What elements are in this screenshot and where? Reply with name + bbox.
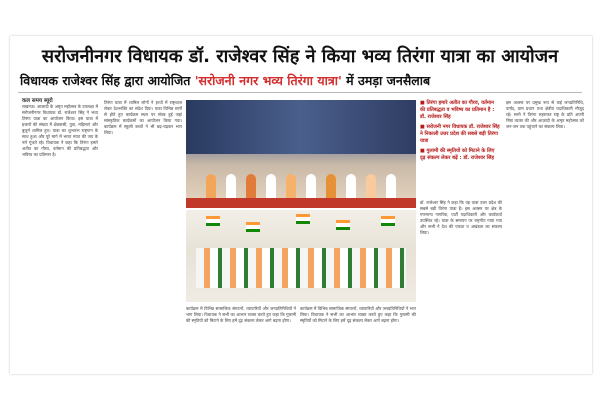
article-column-5 — [506, 100, 584, 366]
highlight-quote-3: ■ गुलामी की स्मृतियों को मिटाने के लिए दृढ़ संकल्प लेकर बढ़ें : डॉ. राजेश्वर सिंह — [420, 148, 495, 161]
article-column-4 — [420, 200, 502, 366]
column-3-text: कार्यक्रम में विभिन्न सामाजिक संगठनों, व्यापारियों और जनप्रतिनिधियों ने भाग लिया। विधायक ने सभी का आभार व्यक्त करते हुए कहा कि गुलामी की स्मृतियों को मिटाने के लिए हमें दृढ़ संकल्प लेकर आगे बढ़ना होगा। — [186, 306, 296, 323]
column-2-text: तिरंगा यात्रा में शामिल लोगों ने हाथों में राष्ट्रध्वज लेकर देशभक्ति का संदेश दिया। यात्रा विभिन्न मार्गों से होते हुए कार्यक्रम स्थल पर संपन्न हुई जहां सांस्कृतिक कार्यक्रमों का आयोजन किया गया। कार्यक्रम में स्कूली बच्चों ने भी बढ़-चढ़कर भाग लिया। — [104, 100, 182, 135]
column-1-text: लखनऊ। आज़ादी के अमृत महोत्सव के उपलक्ष्य में सरोजनीनगर विधायक डॉ. राजेश्वर सिंह ने भव्य तिरंगा यात्रा का आयोजन किया। इस यात्रा में हजारों की संख्या में क्षेत्रवासी, युवा, महिलाएं और बुजुर्ग शामिल हुए। यात्रा का शुभारंभ राष्ट्रगान के साथ हुआ और पूरे मार्ग में भारत माता की जय के नारे गूंजते रहे। विधायक ने कहा कि तिरंगा हमारे अतीत का गौरव, वर्तमान की प्रतिबद्धता और भविष्य का प्रतिमान है। — [22, 104, 98, 157]
article-column-3b — [300, 306, 416, 366]
byline: कल समय ब्यूरो — [22, 98, 53, 104]
highlight-quote-2: ■ सरोजनी नगर विधायक डॉ. राजेश्वर सिंह ने निकाली उत्तर प्रदेश की सबसे बड़ी तिरंगा यात्रा — [420, 124, 500, 144]
tiranga-yatra-photo — [186, 210, 416, 302]
highlights-box — [420, 100, 500, 165]
column-3b-text: कार्यक्रम में विभिन्न सामाजिक संगठनों, व्यापारियों और जनप्रतिनिधियों ने भाग लिया। विधायक ने सभी का आभार व्यक्त करते हुए कहा कि गुलामी की स्मृतियों को मिटाने के लिए हमें दृढ़ संकल्प लेकर आगे बढ़ना होगा। — [300, 306, 416, 323]
highlight-quote-1: ■ तिरंगा हमारे अतीत का गौरव, वर्तमान की प्रतिबद्धता व भविष्य का प्रतिमान है : डॉ. राजेश्वर सिंह — [420, 100, 495, 120]
column-4-text: डॉ. राजेश्वर सिंह ने कहा कि यह यात्रा उत्तर प्रदेश की सबसे बड़ी तिरंगा यात्रा है। इस अवसर पर क्षेत्र के गणमान्य नागरिक, पार्टी पदाधिकारी और कार्यकर्ता उपस्थित रहे। यात्रा के समापन पर राष्ट्रगीत गाया गया और सभी ने देश की एकता व अखंडता का संकल्प लिया। — [420, 200, 502, 235]
article-column-3 — [186, 306, 296, 366]
subhead-highlight: 'सरोजनी नगर भव्य तिरंगा यात्रा' — [194, 73, 342, 88]
divider — [18, 92, 582, 93]
subhead-prefix: विधायक राजेश्वर सिंह द्वारा आयोजित — [20, 73, 195, 88]
column-5-text: इस अवसर पर प्रमुख रूप से कई जनप्रतिनिधि, पार्षद, ग्राम प्रधान तथा क्षेत्रीय पदाधिकारी मौजूद रहे। सभी ने तिरंगा लहराकर राष्ट्र के प्रति अपनी निष्ठा व्यक्त की और आज़ादी के अमृत महोत्सव को जन-जन तक पहुंचाने का संकल्प लिया। — [506, 100, 584, 129]
article-column-1 — [22, 104, 98, 366]
subhead-suffix: में उमड़ा जनसैलाब — [341, 73, 431, 88]
article-column-2 — [104, 100, 182, 366]
headline: सरोजनीनगर विधायक डॉ. राजेश्वर सिंह ने किया भव्य तिरंगा यात्रा का आयोजन — [41, 46, 559, 67]
subheadline — [20, 73, 580, 89]
rally-stage-photo — [186, 100, 416, 208]
